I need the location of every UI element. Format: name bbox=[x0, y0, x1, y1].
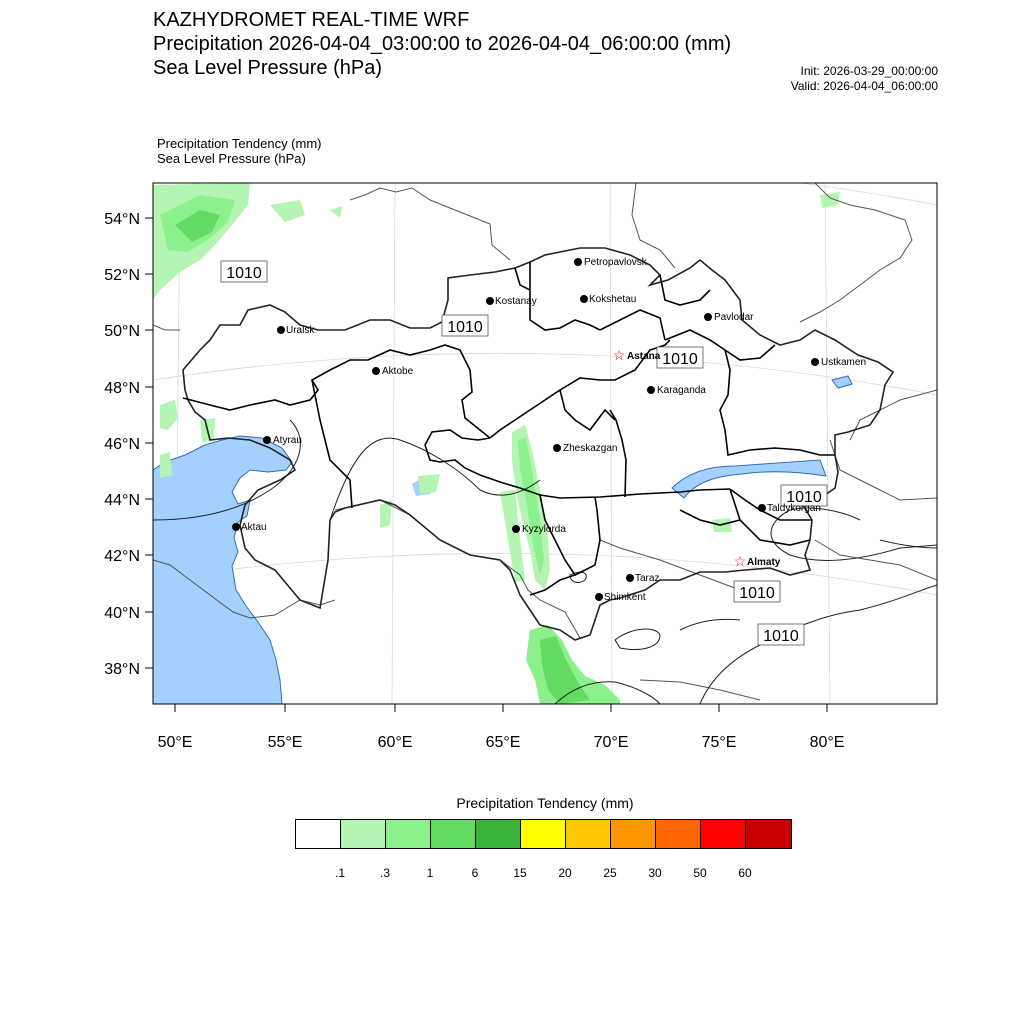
isobar-label: 1010 bbox=[763, 628, 799, 645]
colorbar-label: 50 bbox=[693, 866, 707, 880]
capital-star-icon: ☆ bbox=[612, 347, 626, 363]
city-dot bbox=[580, 295, 588, 303]
colorbar-swatch bbox=[476, 820, 521, 848]
city-label: Petropavlovsk bbox=[584, 257, 647, 268]
colorbar-swatch bbox=[431, 820, 476, 848]
init-time: Init: 2026-03-29_00:00:00 bbox=[800, 64, 938, 78]
lat-label: 42°N bbox=[104, 548, 140, 565]
city-label: Ustkamen bbox=[821, 357, 867, 368]
colorbar-swatch bbox=[746, 820, 791, 848]
city-label: Almaty bbox=[747, 557, 781, 568]
isobar-label: 1010 bbox=[739, 585, 775, 602]
colorbar-label: 30 bbox=[648, 866, 662, 880]
lat-label: 50°N bbox=[104, 323, 140, 340]
graticule bbox=[153, 163, 937, 704]
city-dot bbox=[758, 504, 766, 512]
city-label: Astana bbox=[627, 351, 661, 362]
lat-label: 52°N bbox=[104, 267, 140, 284]
isobar-label: 1010 bbox=[447, 319, 483, 336]
city-dot bbox=[595, 593, 603, 601]
lon-label: 55°E bbox=[267, 734, 303, 751]
city-label: Taldykorgan bbox=[767, 503, 821, 514]
city-dot bbox=[704, 313, 712, 321]
field-label-precip: Precipitation Tendency (mm) bbox=[157, 136, 322, 151]
water-bodies bbox=[153, 376, 852, 704]
city-label: Atyrau bbox=[273, 435, 302, 446]
map-area bbox=[153, 163, 937, 704]
colorbar-swatch bbox=[611, 820, 656, 848]
field-label-slp: Sea Level Pressure (hPa) bbox=[157, 151, 306, 166]
lat-label: 38°N bbox=[104, 661, 140, 678]
colorbar-label: 25 bbox=[603, 866, 617, 880]
city-label: Taraz bbox=[635, 573, 660, 584]
colorbar-label: 60 bbox=[738, 866, 752, 880]
colorbar-label: 20 bbox=[558, 866, 572, 880]
pressure-title: Sea Level Pressure (hPa) bbox=[153, 57, 383, 79]
caspian-sea bbox=[153, 436, 292, 704]
colorbar-label: 15 bbox=[513, 866, 527, 880]
colorbar-label: 6 bbox=[471, 866, 479, 880]
city-dot bbox=[811, 358, 819, 366]
lon-label: 60°E bbox=[377, 734, 413, 751]
colorbar-label: .3 bbox=[379, 866, 391, 880]
lat-label: 44°N bbox=[104, 492, 140, 509]
lon-label: 75°E bbox=[701, 734, 737, 751]
precip-west bbox=[160, 400, 178, 430]
colorbar-swatch bbox=[656, 820, 701, 848]
lat-label: 46°N bbox=[104, 436, 140, 453]
city-label: Kostanay bbox=[495, 296, 537, 307]
city-dot bbox=[647, 386, 655, 394]
lon-label: 80°E bbox=[809, 734, 845, 751]
colorbar-swatch bbox=[521, 820, 566, 848]
isobar-label: 1010 bbox=[786, 489, 822, 506]
isobar-label: 1010 bbox=[662, 351, 698, 368]
city-label: Aktobe bbox=[382, 366, 414, 377]
city-label: Uralsk bbox=[286, 325, 315, 336]
city-dot bbox=[626, 574, 634, 582]
colorbar-label: 1 bbox=[426, 866, 434, 880]
colorbar-title: Precipitation Tendency (mm) bbox=[456, 795, 634, 811]
lon-label: 50°E bbox=[157, 734, 193, 751]
city-label: Karaganda bbox=[657, 385, 706, 396]
map-title: KAZHYDROMET REAL-TIME WRF bbox=[153, 9, 470, 31]
colorbar-swatch bbox=[296, 820, 341, 848]
valid-time: Valid: 2026-04-04_06:00:00 bbox=[790, 79, 938, 93]
lat-label: 40°N bbox=[104, 605, 140, 622]
city-dot bbox=[232, 523, 240, 531]
precipitation-period: Precipitation 2026-04-04_03:00:00 to 2026-04-04_06:00:00 (mm) bbox=[153, 33, 732, 55]
colorbar-label: .1 bbox=[334, 866, 346, 880]
city-markers bbox=[232, 257, 866, 603]
city-dot bbox=[486, 297, 494, 305]
city-label: Aktau bbox=[241, 522, 267, 533]
city-label: Kokshetau bbox=[589, 294, 637, 305]
lon-label: 70°E bbox=[593, 734, 629, 751]
lat-label: 48°N bbox=[104, 380, 140, 397]
city-label: Pavlodar bbox=[714, 312, 754, 323]
capital-star-icon: ☆ bbox=[733, 553, 747, 569]
city-dot bbox=[574, 258, 582, 266]
isobar-label: 1010 bbox=[226, 265, 262, 282]
city-label: Shimkent bbox=[604, 592, 646, 603]
city-label: Kyzylorda bbox=[522, 524, 566, 535]
city-dot bbox=[372, 367, 380, 375]
city-dot bbox=[277, 326, 285, 334]
lon-label: 65°E bbox=[485, 734, 521, 751]
city-dot bbox=[263, 436, 271, 444]
colorbar bbox=[295, 819, 792, 849]
city-label: Zheskazgan bbox=[563, 443, 618, 454]
colorbar-swatch bbox=[701, 820, 746, 848]
lat-label: 54°N bbox=[104, 211, 140, 228]
city-dot bbox=[512, 525, 520, 533]
colorbar-swatch bbox=[341, 820, 386, 848]
city-dot bbox=[553, 444, 561, 452]
colorbar-swatch bbox=[386, 820, 431, 848]
colorbar-swatch bbox=[566, 820, 611, 848]
